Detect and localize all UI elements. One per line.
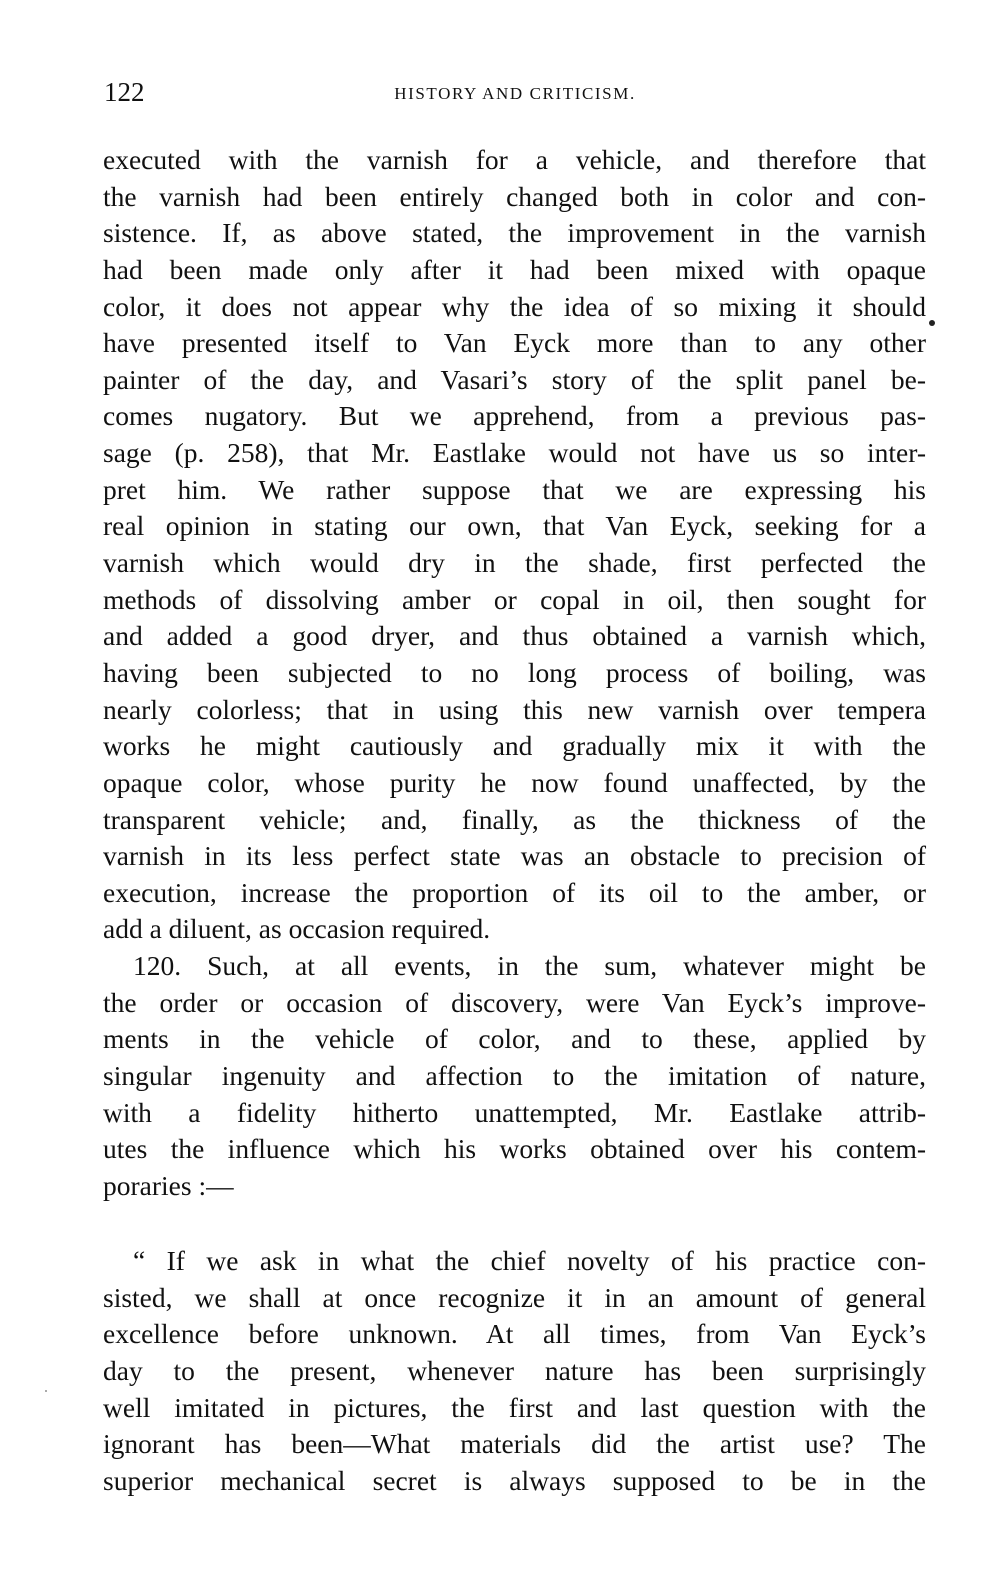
text-line: execution, increase the proportion of its oil to the amber, or — [103, 876, 926, 908]
block-quote — [103, 1243, 926, 1499]
text-line: executed with the varnish for a vehicle, and therefore that — [103, 144, 926, 175]
text-line: transparent vehicle; and, finally, as the thickness of the — [103, 803, 926, 835]
text-line: works he might cautiously and gradually mix it with the — [103, 730, 926, 762]
text-line: having been subjected to no long process of boiling, was — [103, 656, 926, 688]
quote-line: ignorant has been—What materials did the artist use? The — [103, 1428, 926, 1460]
quote-line: well imitated in pictures, the first and last question with the — [103, 1391, 926, 1423]
text-line: utes the influence which his works obtained over his contem- — [103, 1133, 926, 1165]
margin-ink-dot — [929, 320, 935, 326]
paragraph-end-line: poraries :— — [103, 1169, 234, 1201]
text-line: comes nugatory. But we apprehend, from a previous pas- — [103, 400, 926, 432]
page-header — [104, 74, 926, 110]
text-line: pret him. We rather suppose that we are expressing his — [103, 473, 926, 505]
stray-ink-mark — [45, 1390, 47, 1392]
text-line: have presented itself to Van Eyck more than to any other — [103, 327, 926, 359]
text-line: opaque color, whose purity he now found unaffected, by the — [103, 766, 926, 798]
text-line: the varnish had been entirely changed both in color and con- — [103, 180, 926, 212]
paragraph-end-line: add a diluent, as occasion required. — [103, 913, 491, 945]
text-line: had been made only after it had been mixed with opaque — [103, 253, 926, 285]
text-line: painter of the day, and Vasari’s story of the split panel be- — [103, 363, 926, 395]
text-line: with a fidelity hitherto unattempted, Mr. Eastlake attrib- — [103, 1096, 926, 1128]
quote-first-line: “ If we ask in what the chief novelty of his practice con- — [133, 1245, 926, 1276]
running-head: HISTORY AND CRITICISM. — [394, 84, 636, 103]
text-line: varnish in its less perfect state was an obstacle to precision of — [103, 840, 926, 872]
text-line: varnish which would dry in the shade, first perfected the — [103, 547, 926, 579]
text-line: color, it does not appear why the idea of so mixing it should — [103, 290, 926, 322]
text-line: and added a good dryer, and thus obtained a varnish which, — [103, 620, 926, 652]
text-line: sage (p. 258), that Mr. Eastlake would not have us so inter- — [103, 437, 926, 469]
text-line: sistence. If, as above stated, the improvement in the varnish — [103, 217, 926, 249]
text-line: real opinion in stating our own, that Van Eyck, seeking for a — [103, 510, 926, 542]
text-line: methods of dissolving amber or copal in oil, then sought for — [103, 583, 926, 615]
text-line: the order or occasion of discovery, were Van Eyck’s improve- — [103, 986, 926, 1018]
quote-line: excellence before unknown. At all times, from Van Eyck’s — [103, 1318, 926, 1350]
page-number: 122 — [104, 77, 145, 107]
text-line: singular ingenuity and affection to the imitation of nature, — [103, 1060, 926, 1092]
section-120-first-line: 120. Such, at all events, in the sum, whatever might be — [133, 950, 926, 982]
text-line: nearly colorless; that in using this new varnish over tempera — [103, 693, 926, 725]
quote-line: day to the present, whenever nature has been surprisingly — [103, 1354, 926, 1386]
body-paragraphs — [103, 142, 926, 1205]
text-line: ments in the vehicle of color, and to these, applied by — [103, 1023, 926, 1055]
quote-line: superior mechanical secret is always supposed to be in the — [103, 1464, 926, 1496]
quote-line: sisted, we shall at once recognize it in an amount of general — [103, 1281, 926, 1313]
